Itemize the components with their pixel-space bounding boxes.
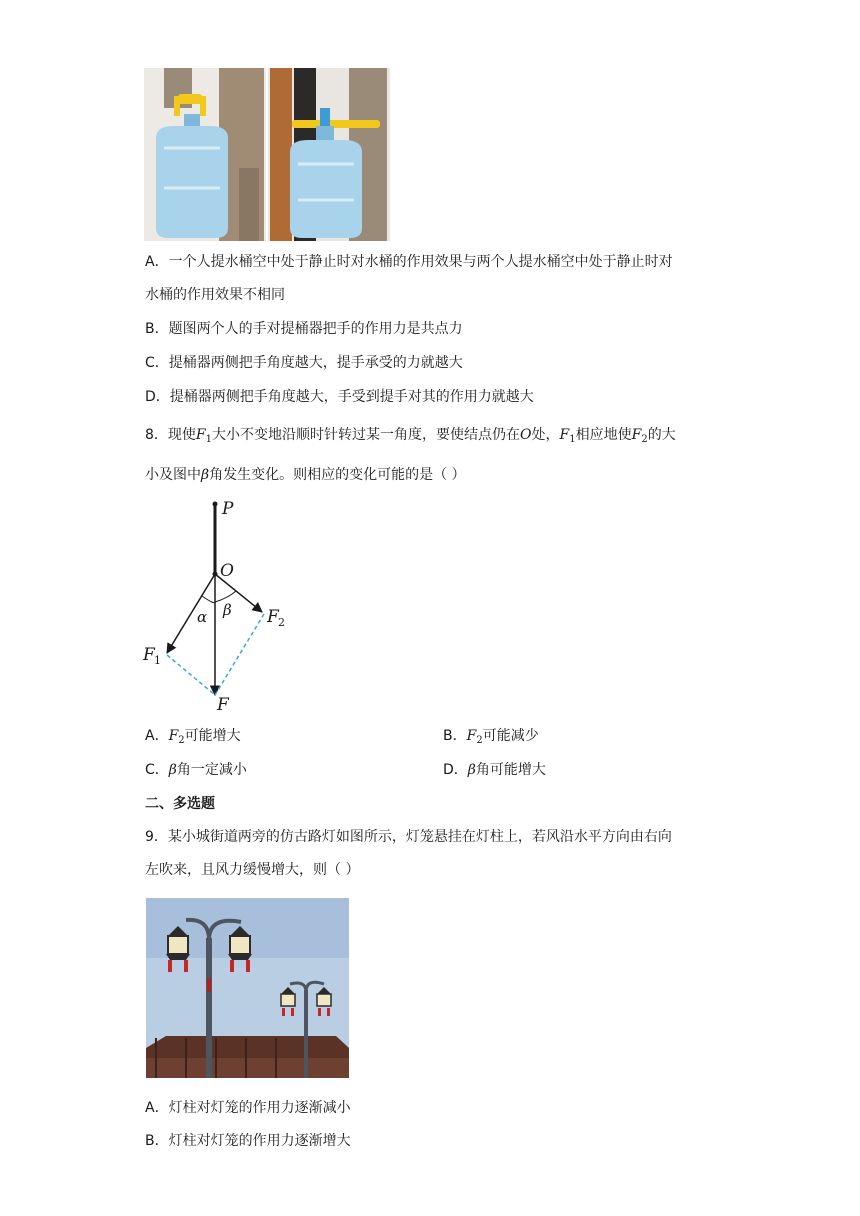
q8-option-a: A．$F_2$可能增大 (145, 728, 241, 746)
var-beta: β (467, 762, 476, 778)
q7-option-b: B．题图两个人的手对提桶器把手的作用力是共点力 (145, 321, 463, 337)
dashed-f1-to-f (167, 655, 215, 695)
var-f2: $F_2$ (168, 728, 185, 746)
label-o: O (220, 561, 234, 581)
label-f: F (217, 695, 229, 714)
label-f1: F (143, 645, 155, 665)
water-bottle-illustration (144, 68, 390, 241)
q8-stem-line2: 小及图中β角发生变化。则相应的变化可能的是（ ） (145, 467, 466, 483)
q7-option-d: D．提桶器两侧把手角度越大，手受到提手对其的作用力就越大 (145, 389, 534, 405)
var-f2: $F_2$ (631, 427, 648, 445)
dashed-f2-to-f (215, 614, 264, 695)
street-lamp-photo (146, 898, 349, 1078)
q8-option-c: C．β角一定减小 (145, 762, 247, 778)
street-lamp-illustration (146, 898, 349, 1078)
label-p: P (222, 499, 234, 519)
var-f2: $F_2$ (466, 728, 483, 746)
q8-option-d: D．β角可能增大 (443, 762, 546, 778)
label-f2-sub: 2 (278, 616, 285, 629)
var-o: O (520, 427, 532, 443)
var-f1: $F_1$ (195, 427, 213, 445)
var-beta: β (168, 762, 177, 778)
q8-stem-line1: 8．现使$F_1$大小不变地沿顺时针转过某一角度，要使结点仍在O处，$F_1$相应地使$F_2$的大 (145, 427, 676, 445)
point-p (213, 502, 218, 507)
q9-option-a: A．灯柱对灯笼的作用力逐渐减小 (145, 1100, 351, 1116)
q8-number: 8． (145, 427, 168, 443)
var-beta: β (201, 467, 210, 483)
alpha-arc (202, 596, 215, 603)
var-f1: $F_1$ (559, 427, 576, 445)
q9-stem-line2: 左吹来，且风力缓慢增大，则（ ） (145, 862, 360, 878)
q7-option-c: C．提桶器两侧把手角度越大，提手承受的力就越大 (145, 355, 463, 371)
label-f1-sub: 1 (154, 654, 161, 667)
section-heading: 二、多选题 (145, 796, 215, 812)
q8-option-b: B．$F_2$可能减少 (443, 728, 539, 746)
q7-option-a-line1: A．一个人提水桶空中处于静止时对水桶的作用效果与两个人提水桶空中处于静止时对 (145, 254, 673, 270)
q7-option-a-line2: 水桶的作用效果不相同 (145, 287, 285, 303)
q9-option-b: B．灯柱对灯笼的作用力逐渐增大 (145, 1133, 351, 1149)
label-f2: F (267, 607, 279, 627)
label-beta: β (223, 601, 232, 619)
force-f1-arrow (167, 574, 215, 653)
label-alpha: α (197, 608, 208, 626)
q9-stem-line1: 9．某小城街道两旁的仿古路灯如图所示，灯笼悬挂在灯柱上，若风沿水平方向由右向 (145, 829, 672, 845)
water-bottle-photo (144, 68, 390, 241)
force-diagram (140, 498, 300, 714)
